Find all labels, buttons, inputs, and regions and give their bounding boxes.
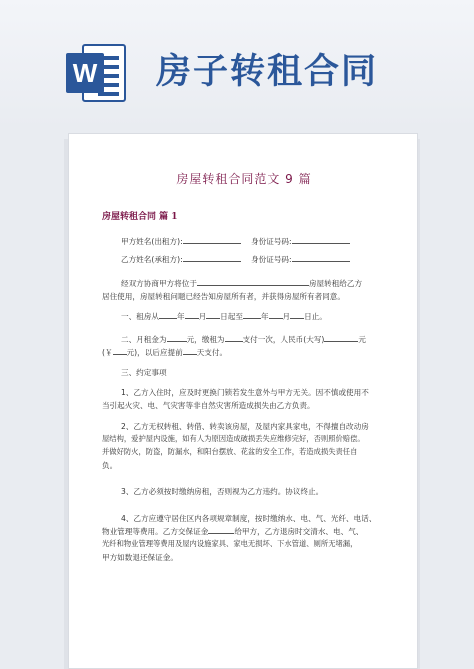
rent-line-2: (￥ 元)，以后应提前 天支付。 [102,348,228,357]
clause-4-line-2: 物业管理等费用。乙方交保证金 给甲方，乙方退房时交清水、电、气、 [102,527,364,536]
clause-4-line-4: 甲方如数退还保证金。 [102,553,178,562]
clause-1-line-2: 当引起火灾、电、气灾害等非自然灾害所造成损失由乙方负责。 [102,401,315,410]
document-page [68,133,418,669]
clause-3-line-1: 3、乙方必须按时缴纳房租，否则视为乙方违约。协议终止。 [121,487,324,496]
clause-1-line-1: 1、乙方入住时，应及时更换门锁若发生意外与甲方无关。因不慎或使用不 [121,388,369,397]
clause-4-line-3: 光纤和物业管理等费用及屋内设施家具、家电无损坏、下水管道、厕所无堵漏， [102,539,358,548]
word-letter-badge: W [66,53,104,93]
rent-line-1: 二、月租金为 元，缴租为 支付一次，人民币(大写) 元 [121,335,366,344]
banner-title: 房子转租合同 [156,52,379,92]
clause-2-line-4: 负。 [102,461,118,470]
word-app-icon [66,42,128,104]
section-heading: 房屋转租合同 篇 1 [102,212,178,222]
party-b-line: 乙方姓名(承租方): 身份证号码: [121,254,391,265]
banner [0,0,474,128]
clause-2-line-3: 并做好防火，防盗，防漏水，和阳台摆放、花盆的安全工作，若造成损失责任自 [102,447,358,456]
document-title: 房屋转租合同范文 9 篇 [176,172,312,186]
clause-4-line-1: 4、乙方应遵守居住区内各项规章制度，按时缴纳水、电、气、光纤、电话、 [121,514,377,523]
party-a-line: 甲方姓名(出租方): 身份证号码: [121,236,391,247]
intro-line-1: 经双方协商甲方将位于 房屋转租给乙方 [121,279,363,288]
intro-line-2: 居住使用，房屋转租问题已经告知房屋所有者，并获得房屋所有者同意。 [102,292,345,301]
clause-3-heading: 三、约定事项 [121,368,167,377]
clause-2-line-1: 2、乙方无权转租、转借、转卖该房屋，及屋内家具家电，不得擅自改动房 [121,422,369,431]
clause-2-line-2: 屋结构，爱护屋内设施，如有人为原因造成破损丢失应维修完好，否则照价赔偿。 [102,434,365,443]
term-line: 一、租房从 年 月 日起至 年 月 日止。 [121,312,327,321]
